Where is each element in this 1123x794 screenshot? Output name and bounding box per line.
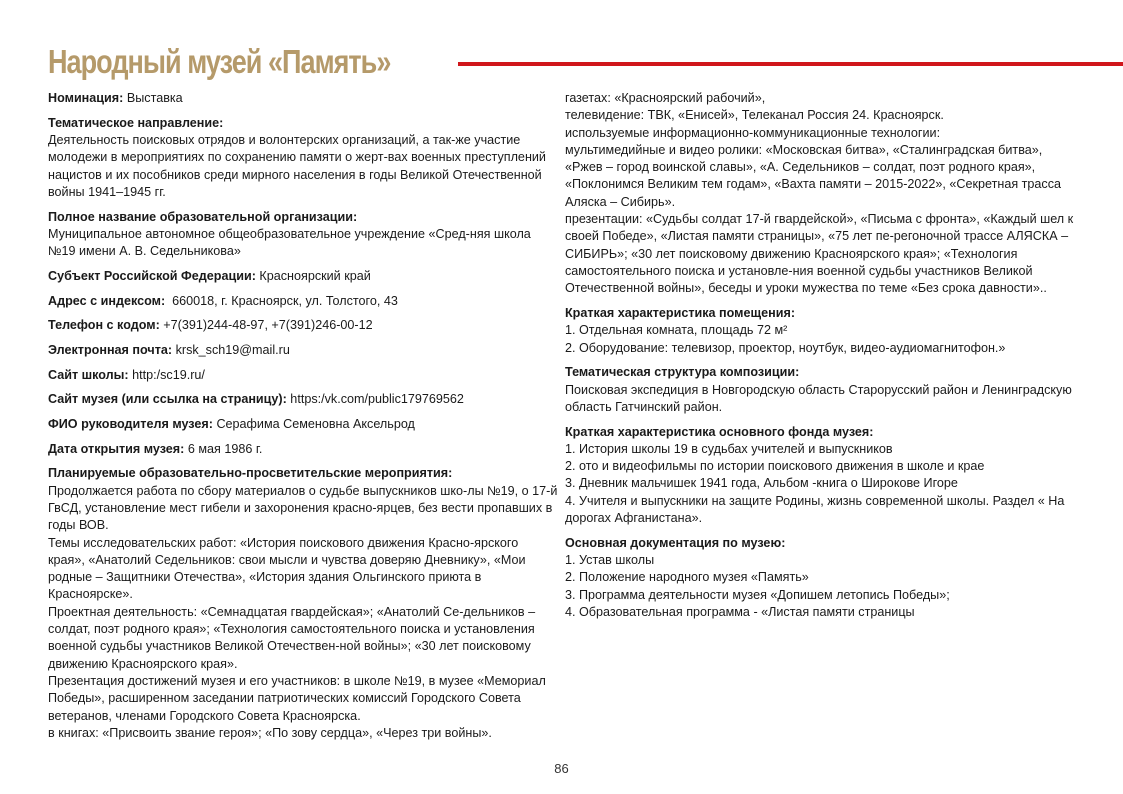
- phone-label: Телефон с кодом:: [48, 318, 160, 333]
- main-fund-item: 1. История школы 19 в судьбах учителей и выпускников: [565, 441, 893, 456]
- continued-paragraph: презентации: «Судьбы солдат 17-й гвардейской», «Письма с фронта», «Каждый шел к своей Победе», «Листая памяти страницы», «75 лет пе-регоночной трассе АЛЯСКА – СИБИРЬ»; «30 лет поисковому движению Красноярского края»; «Технология самостоятельного поиска и установле-ния военной судьбы участников Великой Отечественной войны», беседы и уроки мужества по теме «Без срока давности»..: [565, 212, 1074, 296]
- thematic-direction-text: Деятельность поисковых отрядов и волонтерских организаций, а так-же участие молодежи в мероприятиях по сохранению памяти о жерт-вах военных преступлений нацистов и их пособников среди мирного населения в годы Великой Отечественной войны 1941–1945 гг.: [48, 132, 546, 199]
- museum-site-field: [48, 391, 558, 408]
- planned-events-paragraph: в книгах: «Присвоить звание героя»; «По зову сердца», «Через три войны».: [48, 725, 492, 740]
- planned-events-paragraph: Темы исследовательских работ: «История поискового движения Красно-ярского края», «Анатолий Седельников: свои мысли и чувства доверяю Дневнику», «Мои родные – Защитники Отечества», «История здания Ольгинского приюта в Красноярске».: [48, 535, 526, 602]
- title-rule-divider: [458, 62, 1123, 66]
- opening-date-label: Дата открытия музея:: [48, 441, 185, 456]
- media-continuation: [565, 90, 1075, 298]
- museum-site-link[interactable]: https:/vk.com/public179769562: [286, 392, 464, 407]
- premises-item: 1. Отдельная комната, площадь 72 м²: [565, 323, 788, 338]
- thematic-direction-field: [48, 115, 558, 201]
- continued-paragraph: мультимедийные и видео ролики: «Московская битва», «Сталинградская битва», «Ржев – город воинской славы», «А. Седельников – солдат, поэт родного края», «Поклонимся Великим тем годам», «Вахта памяти – 2015-2022», «Секретная трасса Аляска – Сибирь».: [565, 142, 1062, 209]
- composition-label: Тематическая структура композиции:: [565, 365, 800, 380]
- planned-events-paragraph: Презентация достижений музея и его участников: в школе №19, в музее «Мемориал Победы», расширенном заседании патриотических комиссий Городского Совета ветеранов, членами Городского Совета Красноярска.: [48, 673, 546, 723]
- opening-date-value: 6 мая 1986 г.: [184, 441, 263, 456]
- main-fund-item: 4. Учителя и выпускники на защите Родины, жизнь современной школы. Раздел « На дорогах Афганистана».: [565, 493, 1065, 525]
- region-field: [48, 268, 558, 285]
- continued-paragraph: телевидение: ТВК, «Енисей», Телеканал Россия 24. Красноярск.: [565, 108, 944, 123]
- school-site-field: [48, 367, 558, 384]
- director-label: ФИО руководителя музея:: [48, 416, 213, 431]
- phone-value: +7(391)244-48-97, +7(391)246-00-12: [159, 318, 373, 333]
- organization-field: [48, 209, 558, 261]
- organization-text: Муниципальное автономное общеобразовательное учреждение «Сред-няя школа №19 имени А. В. Седельникова»: [48, 226, 531, 259]
- director-field: [48, 416, 558, 433]
- documentation-item: 1. Устав школы: [565, 552, 655, 567]
- composition-field: [565, 364, 1075, 416]
- left-column: [48, 90, 558, 749]
- school-site-link[interactable]: http:/sc19.ru/: [128, 367, 205, 382]
- premises-item: 2. Оборудование: телевизор, проектор, ноутбук, видео-аудиомагнитофон.»: [565, 340, 1006, 355]
- email-link[interactable]: krsk_sch19@mail.ru: [172, 342, 290, 357]
- school-site-label: Сайт школы:: [48, 367, 129, 382]
- main-fund-label: Краткая характеристика основного фонда музея:: [565, 424, 874, 439]
- composition-text: Поисковая экспедиция в Новгородскую область Старорусский район и Ленинградскую область Гатчинский район.: [565, 382, 1072, 414]
- documentation-field: [565, 535, 1075, 621]
- address-label: Адрес с индексом:: [48, 293, 166, 308]
- phone-field: [48, 317, 558, 334]
- thematic-direction-label: Тематическое направление:: [48, 115, 224, 130]
- email-field: [48, 342, 558, 359]
- documentation-label: Основная документация по музею:: [565, 535, 786, 550]
- planned-events-paragraph: Проектная деятельность: «Семнадцатая гвардейская»; «Анатолий Се-дельников – солдат, поэт родного края»; «Технология самостоятельного поиска и установления военной судьбы участников Великой Отечествен-ной войны»; «30 лет поисковому движению Красноярского края».: [48, 604, 536, 671]
- page-number: 86: [554, 761, 569, 776]
- nomination-value: Выставка: [123, 91, 183, 105]
- museum-site-label: Сайт музея (или ссылка на страницу):: [48, 392, 287, 407]
- documentation-item: 2. Положение народного музея «Память»: [565, 570, 809, 585]
- continued-paragraph: газетах: «Красноярский рабочий»,: [565, 91, 766, 105]
- director-value: Серафима Семеновна Аксельрод: [212, 416, 415, 431]
- premises-label: Краткая характеристика помещения:: [565, 305, 796, 320]
- address-field: [48, 293, 558, 310]
- email-label: Электронная почта:: [48, 342, 173, 357]
- address-value: 660018, г. Красноярск, ул. Толстого, 43: [165, 293, 398, 308]
- main-fund-item: 2. ото и видеофильмы по истории поискового движения в школе и крае: [565, 459, 985, 474]
- region-value: Красноярский край: [255, 268, 371, 283]
- page-title: Народный музей «Память»: [48, 43, 391, 80]
- main-fund-field: [565, 424, 1075, 528]
- documentation-item: 4. Образовательная программа - «Листая памяти страницы: [565, 604, 915, 619]
- continued-paragraph: используемые информационно-коммуникационные технологии:: [565, 125, 941, 140]
- planned-events-label: Планируемые образовательно-просветительские мероприятия:: [48, 466, 453, 481]
- opening-date-field: [48, 441, 558, 458]
- right-column: [565, 90, 1075, 629]
- documentation-item: 3. Программа деятельности музея «Допишем летопись Победы»;: [565, 587, 950, 602]
- planned-events-field: [48, 465, 558, 742]
- nomination-label: Номинация:: [48, 91, 124, 105]
- premises-field: [565, 305, 1075, 357]
- region-label: Субъект Российской Федерации:: [48, 268, 256, 283]
- organization-label: Полное название образовательной организации:: [48, 209, 358, 224]
- planned-events-paragraph: Продолжается работа по сбору материалов о судьбе выпускников шко-лы №19, о 17-й ГвСД, установление мест гибели и захоронения красно-ярцев, без вести пропавших в годы ВОВ.: [48, 483, 558, 533]
- nomination-field: [48, 90, 558, 107]
- main-fund-item: 3. Дневник мальчишек 1941 года, Альбом -книга о Широкове Игоре: [565, 476, 958, 491]
